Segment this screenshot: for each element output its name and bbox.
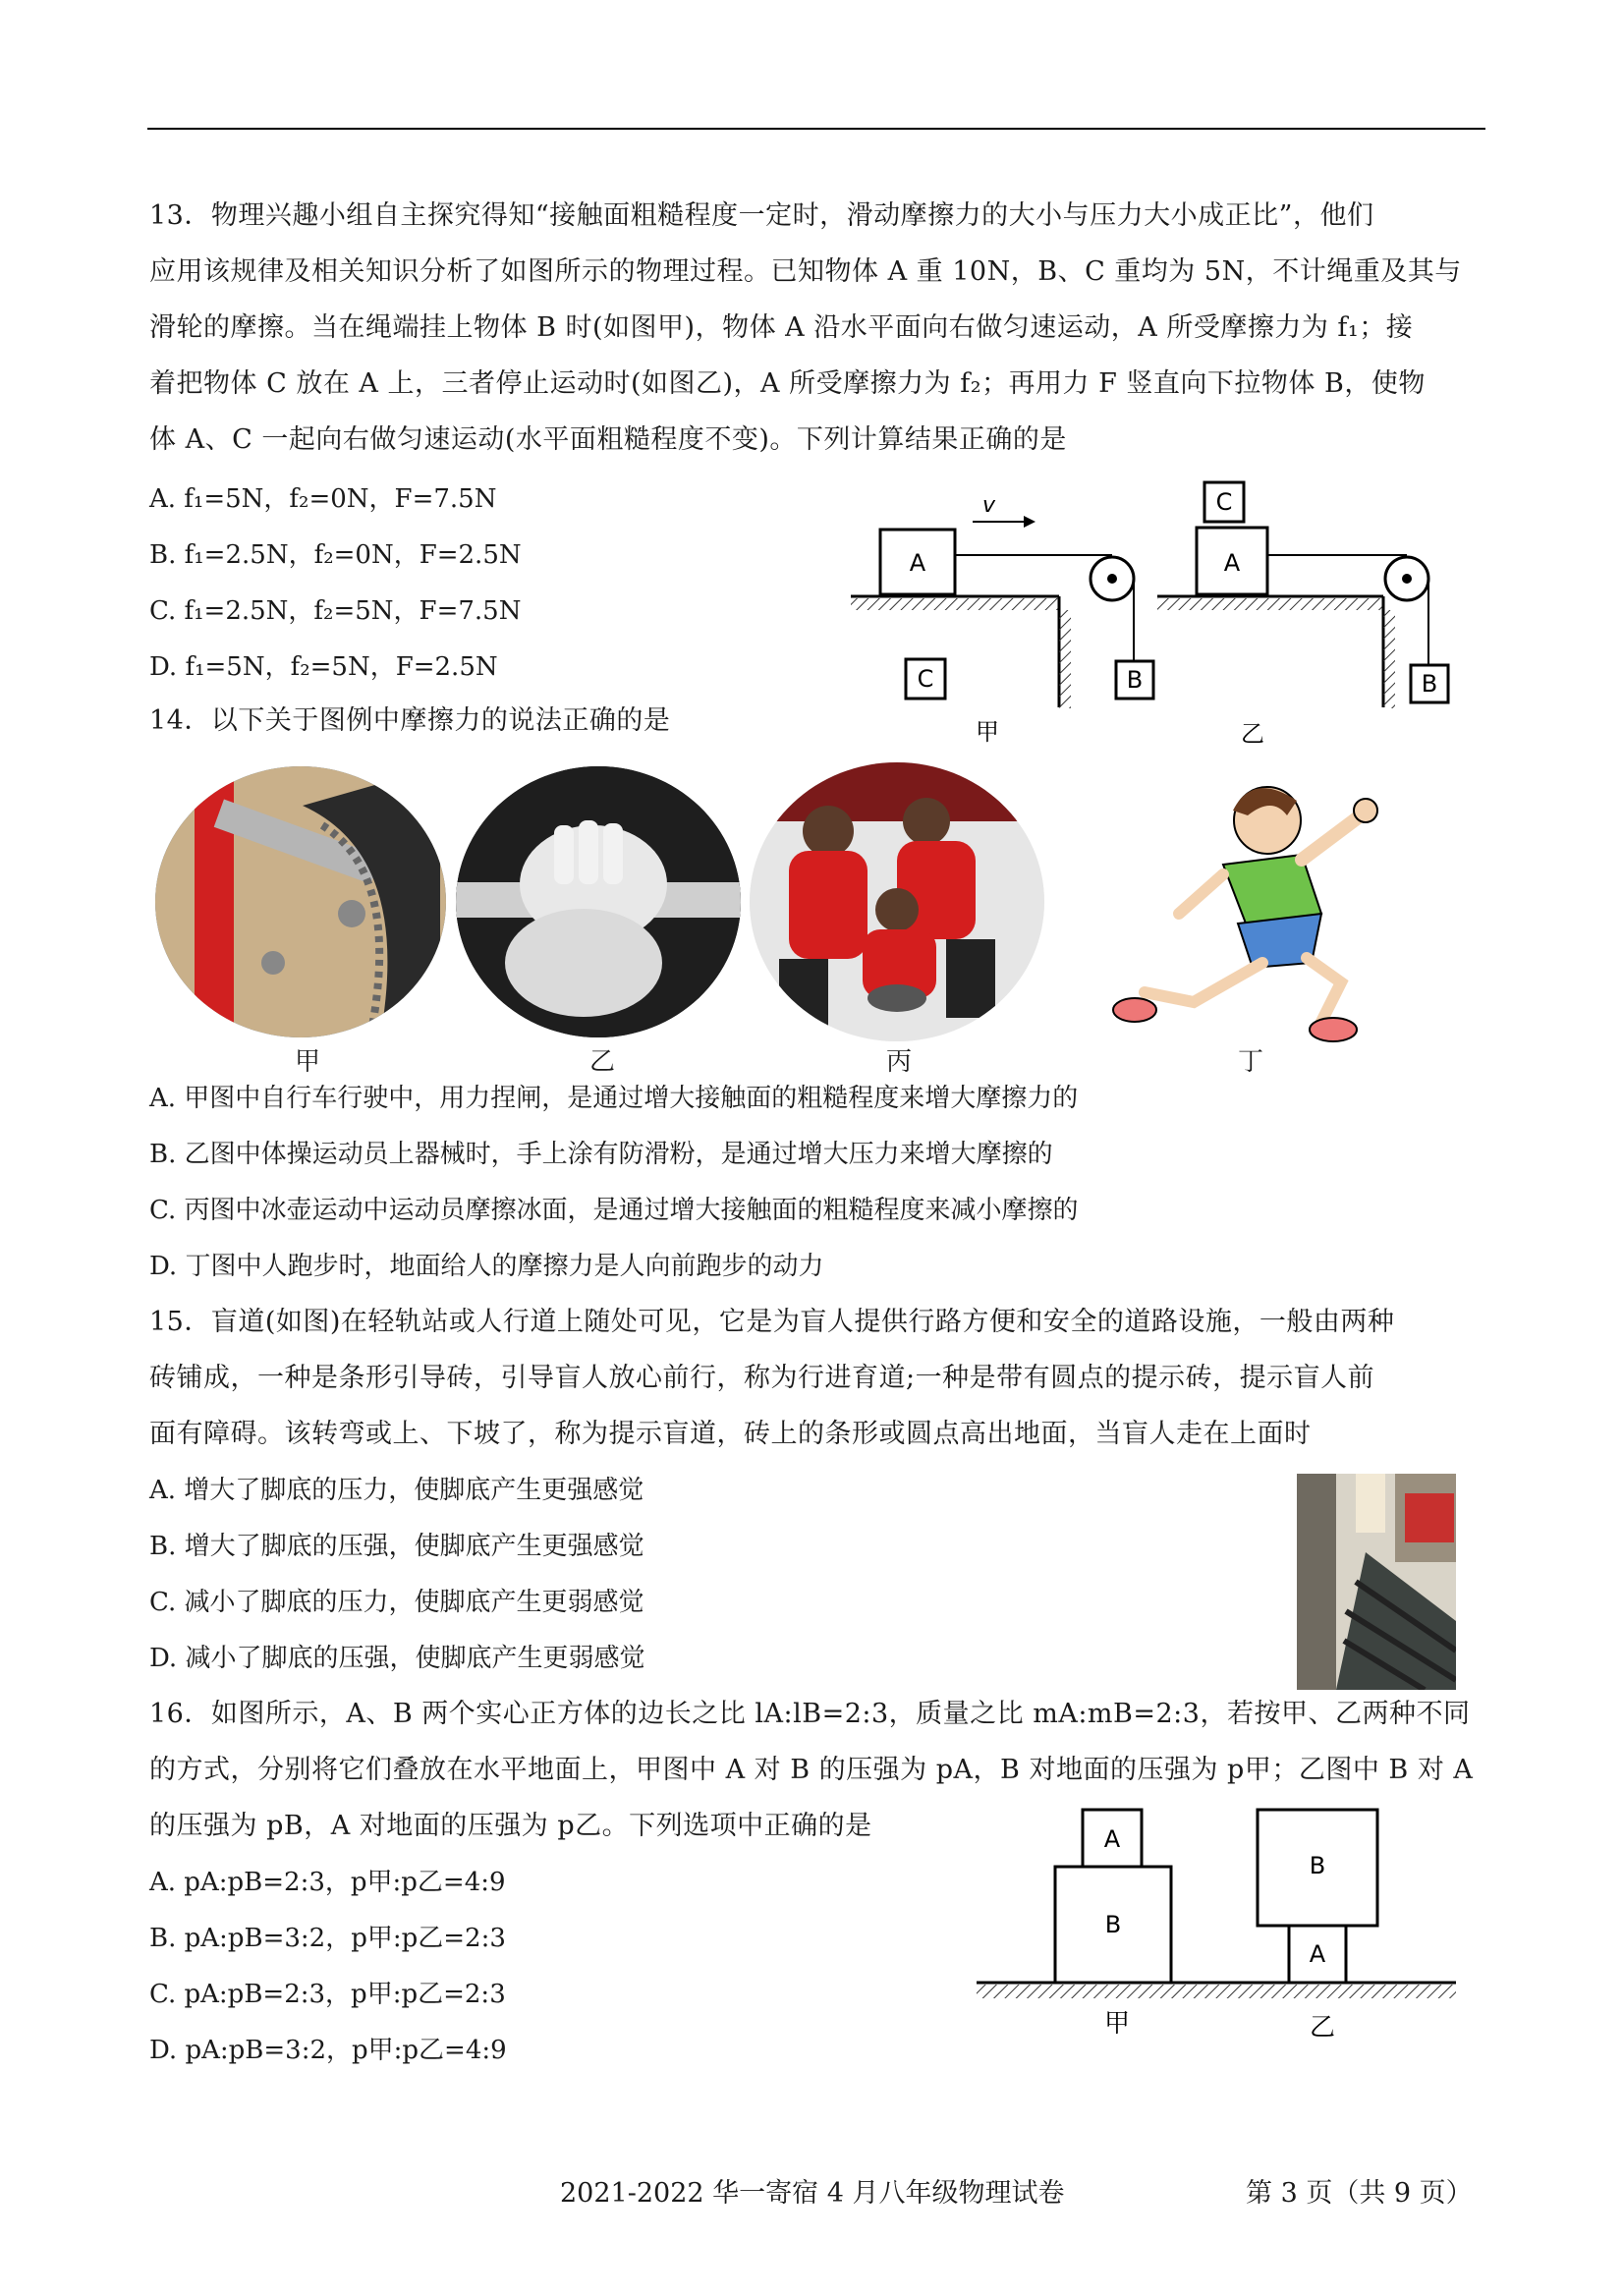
q13-option-b: B. f₁=2.5N，f₂=0N，F=2.5N — [149, 540, 522, 570]
caption-jia: 甲 — [976, 718, 999, 746]
label-a-right: A — [1223, 549, 1241, 577]
velocity-arrow-icon — [1024, 516, 1035, 528]
q15-option-c: C. 减小了脚底的压力，使脚底产生更弱感觉 — [149, 1588, 644, 1617]
q14-caption-yi: 乙 — [589, 1047, 616, 1077]
label-b-jia: B — [1104, 1911, 1122, 1938]
header-rule — [147, 128, 1485, 130]
q16-line: 的方式，分别将它们叠放在水平地面上，甲图中 A 对 B 的压强为 pA，B 对地面的压强为 p甲；乙图中 B 对 A — [149, 1755, 1474, 1785]
caption-yi: 乙 — [1241, 720, 1264, 748]
q14-caption-ding: 丁 — [1238, 1047, 1264, 1077]
q14-option-b: B. 乙图中体操运动员上器械时，手上涂有防滑粉，是通过增大压力来增大摩擦的 — [149, 1140, 1053, 1169]
q15-option-b: B. 增大了脚底的压强，使脚底产生更强感觉 — [149, 1532, 644, 1561]
q16-option-d: D. pA:pB=3:2，p甲:p乙=4:9 — [149, 2036, 507, 2065]
label-b-right: B — [1421, 670, 1438, 698]
runner-drawing — [1076, 756, 1400, 1051]
q14-stem: 14．以下关于图例中摩擦力的说法正确的是 — [149, 705, 671, 736]
q13-line: 体 A、C 一起向右做匀速运动(水平面粗糙程度不变)。下列计算结果正确的是 — [149, 424, 1067, 455]
velocity-label: v — [982, 493, 996, 518]
q14-option-a: A. 甲图中自行车行驶中，用力捏闸，是通过增大接触面的粗糙程度来增大摩擦力的 — [149, 1084, 1079, 1113]
q15-line: 15．盲道(如图)在轻轨站或人行道上随处可见，它是为盲人提供行路方便和安全的道路设施，一般由两种 — [149, 1307, 1395, 1337]
q13-option-a: A. f₁=5N，f₂=0N，F=7.5N — [149, 484, 497, 514]
label-a-yi: A — [1309, 1940, 1326, 1968]
q15-option-d: D. 减小了脚底的压强，使脚底产生更弱感觉 — [149, 1644, 645, 1673]
footer-page-number: 第 3 页（共 9 页） — [1246, 2178, 1473, 2209]
q13-option-c: C. f₁=2.5N，f₂=5N，F=7.5N — [149, 596, 522, 626]
q14-caption-bing: 丙 — [886, 1047, 913, 1077]
tactile-paving-photo — [1297, 1474, 1456, 1690]
label-c-left: C — [917, 665, 934, 693]
q15-line: 砖铺成，一种是条形引导砖，引导盲人放心前行，称为行进育道;一种是带有圆点的提示砖，提示盲人前 — [149, 1363, 1375, 1393]
label-a-left: A — [909, 549, 926, 577]
bicycle-brake-photo — [155, 766, 446, 1037]
gymnast-hand-photo — [456, 766, 741, 1037]
label-b-yi: B — [1309, 1852, 1326, 1879]
label-a-jia: A — [1103, 1825, 1121, 1853]
caption-jia: 甲 — [1103, 2009, 1131, 2039]
q14-option-d: D. 丁图中人跑步时，地面给人的摩擦力是人向前跑步的动力 — [149, 1252, 824, 1281]
q14-caption-jia: 甲 — [295, 1047, 321, 1077]
q13-line: 滑轮的摩擦。当在绳端挂上物体 B 时(如图甲)，物体 A 沿水平面向右做匀速运动，A 所受摩擦力为 f₁；接 — [149, 312, 1414, 343]
label-c-right: C — [1215, 488, 1233, 516]
q15-line: 面有障碍。该转弯或上、下坡了，称为提示盲道，砖上的条形或圆点高出地面，当盲人走在上面时 — [149, 1419, 1312, 1449]
q16-option-c: C. pA:pB=2:3，p甲:p乙=2:3 — [149, 1980, 506, 2009]
q16-line: 16．如图所示，A、B 两个实心正方体的边长之比 lA:lB=2:3，质量之比 mA:mB=2:3，若按甲、乙两种不同 — [149, 1699, 1471, 1729]
q13-pulley-figure — [845, 476, 1493, 752]
curling-photo — [750, 762, 1044, 1041]
q16-option-a: A. pA:pB=2:3，p甲:p乙=4:9 — [149, 1868, 506, 1897]
footer-title: 2021-2022 华一寄宿 4 月八年级物理试卷 — [560, 2178, 1065, 2209]
label-b-left: B — [1126, 666, 1144, 694]
q13-line: 13．物理兴趣小组自主探究得知“接触面粗糙程度一定时，滑动摩擦力的大小与压力大小成正比”，他们 — [149, 200, 1374, 231]
caption-yi: 乙 — [1309, 2013, 1336, 2043]
q16-stack-figure — [973, 1808, 1464, 2044]
q16-line: 的压强为 pB，A 对地面的压强为 p乙。下列选项中正确的是 — [149, 1811, 872, 1841]
q13-line: 着把物体 C 放在 A 上，三者停止运动时(如图乙)，A 所受摩擦力为 f₂；再用力 F 竖直向下拉物体 B，使物 — [149, 368, 1426, 399]
q15-option-a: A. 增大了脚底的压力，使脚底产生更强感觉 — [149, 1476, 644, 1505]
q13-line: 应用该规律及相关知识分析了如图所示的物理过程。已知物体 A 重 10N，B、C 重均为 5N，不计绳重及其与 — [149, 256, 1462, 287]
q16-option-b: B. pA:pB=3:2，p甲:p乙=2:3 — [149, 1924, 506, 1953]
q14-option-c: C. 丙图中冰壶运动中运动员摩擦冰面，是通过增大接触面的粗糙程度来减小摩擦的 — [149, 1196, 1079, 1225]
q13-option-d: D. f₁=5N，f₂=5N，F=2.5N — [149, 652, 498, 682]
